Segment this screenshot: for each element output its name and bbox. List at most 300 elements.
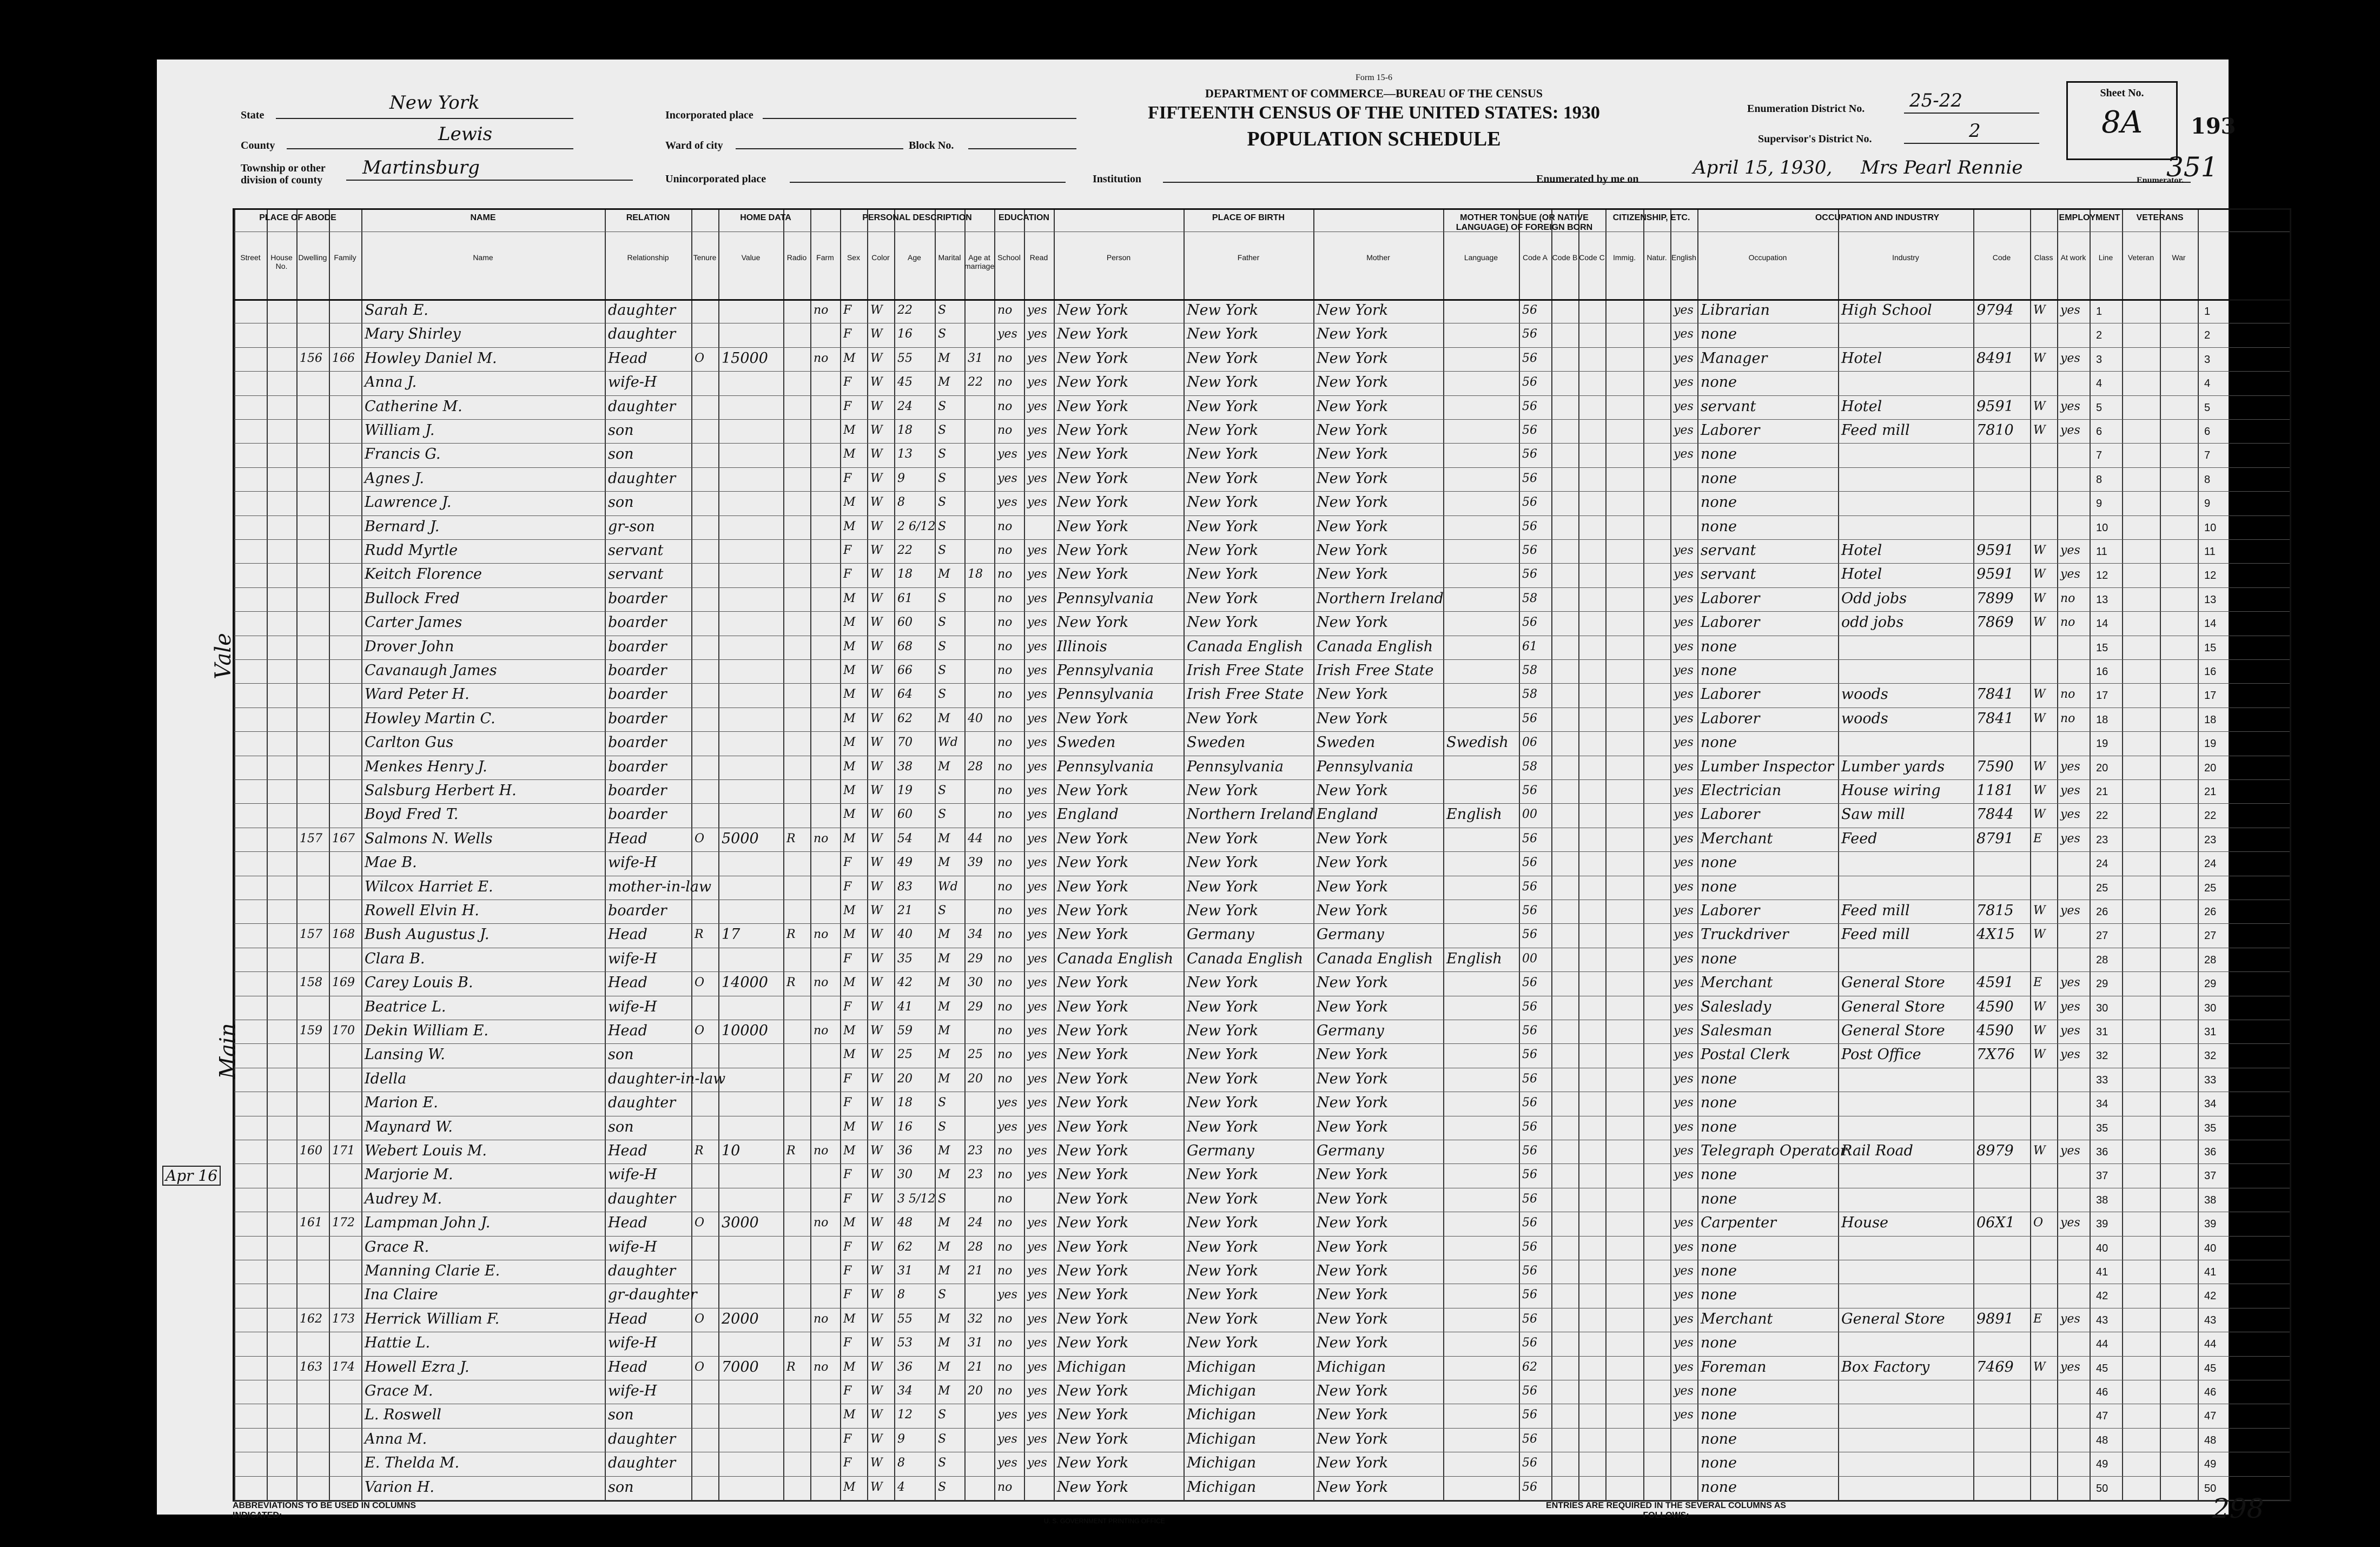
cell-age: 83 — [897, 880, 913, 894]
cell-sex: M — [843, 519, 856, 533]
cell-ind: Feed — [1841, 830, 1877, 847]
cell-occ_code: 9794 — [1976, 302, 2014, 319]
cell-eng: yes — [1674, 856, 1694, 870]
cell-mar: S — [938, 1408, 947, 1422]
unincorporated-label: Unincorporated place — [665, 173, 766, 185]
enumerated-label: Enumerated by me on — [1536, 173, 1639, 185]
cell-bp: New York — [1057, 710, 1129, 727]
line-number: 7 — [2204, 449, 2211, 462]
form-number: Form 15-6 — [1356, 73, 1392, 82]
line-number: 22 — [2204, 810, 2217, 822]
cell-col: W — [870, 831, 883, 845]
cell-read: yes — [1027, 976, 1047, 990]
cell-code: 56 — [1522, 1432, 1537, 1446]
cell-col: W — [870, 687, 883, 702]
cell-col: W — [870, 1264, 883, 1278]
cell-code: 56 — [1522, 1408, 1537, 1422]
cell-dw: 161 — [300, 1216, 322, 1230]
sheet-label: Sheet No. — [2100, 87, 2144, 99]
cell-mar: M — [938, 711, 950, 725]
cell-sch: no — [997, 759, 1013, 774]
cell-occ_code: 8979 — [1976, 1142, 2014, 1159]
cell-col: W — [870, 1000, 883, 1014]
cell-sch: yes — [997, 327, 1017, 341]
cell-rel: boarder — [608, 710, 667, 727]
cell-occ: Laborer — [1701, 590, 1760, 607]
line-number: 41 — [2204, 1266, 2217, 1278]
cell-bpm: New York — [1317, 1238, 1389, 1255]
cell-sex: F — [843, 856, 852, 870]
cell-code: 56 — [1522, 1048, 1537, 1062]
cell-occ: none — [1701, 446, 1737, 463]
cell-ind: General Store — [1841, 1310, 1945, 1327]
cell-occ: none — [1701, 1166, 1737, 1184]
cell-mar: S — [938, 519, 947, 533]
line-number: 8 — [2204, 473, 2211, 486]
cell-sex: M — [843, 1144, 856, 1158]
cell-read: yes — [1027, 880, 1047, 894]
cell-name: Dekin William E. — [365, 1022, 488, 1039]
cell-occ: none — [1701, 518, 1737, 535]
cell-bp: Pennsylvania — [1057, 662, 1154, 679]
cell-bpf: New York — [1187, 1238, 1259, 1255]
cell-bpm: New York — [1317, 1046, 1389, 1063]
cell-name: L. Roswell — [365, 1406, 441, 1424]
cell-read: yes — [1027, 1216, 1047, 1230]
cell-eng: yes — [1674, 639, 1694, 653]
cell-name: Grace R. — [365, 1238, 429, 1255]
cell-bpf: Irish Free State — [1187, 662, 1304, 679]
cell-eng: yes — [1674, 904, 1694, 917]
cell-work: yes — [2060, 808, 2080, 822]
group-heading: MOTHER TONGUE (OR NATIVE LANGUAGE) OF FOREIGN BORN — [1456, 213, 1593, 232]
cell-code: 56 — [1522, 1288, 1537, 1302]
cell-age: 25 — [897, 1048, 913, 1062]
cell-occ_code: 4590 — [1976, 1022, 2014, 1039]
cell-mage: 30 — [968, 976, 983, 990]
line-number: 15 — [2096, 642, 2108, 654]
cell-read: yes — [1027, 399, 1047, 413]
cell-bpf: New York — [1187, 446, 1259, 463]
cell-ind: Hotel — [1841, 398, 1882, 415]
line-number: 2 — [2204, 329, 2211, 342]
cell-rel: daughter — [608, 1262, 676, 1279]
cell-name: Lansing W. — [365, 1046, 445, 1063]
cell-cls: W — [2033, 424, 2046, 437]
cell-rel: wife-H — [608, 1383, 657, 1399]
cell-rel: boarder — [608, 686, 667, 703]
cell-cls: W — [2033, 567, 2046, 581]
cell-col: W — [870, 951, 883, 966]
cell-bpf: New York — [1187, 349, 1259, 367]
cell-eng: yes — [1674, 736, 1694, 750]
cell-eng: yes — [1674, 687, 1694, 702]
entries-heading: ENTRIES ARE REQUIRED IN THE SEVERAL COLUMNS AS FOLLOWS: — [1546, 1501, 1786, 1520]
cell-lang: Swedish — [1446, 734, 1509, 751]
cell-bp: Canada English — [1057, 950, 1174, 967]
cell-age: 8 — [897, 1288, 905, 1302]
cell-sex: F — [843, 1288, 852, 1302]
cell-sex: F — [843, 1096, 852, 1110]
corner-stamp: 193 — [2191, 114, 2236, 139]
cell-code: 56 — [1522, 1216, 1537, 1230]
cell-sch: no — [997, 424, 1013, 437]
cell-bpm: New York — [1317, 1406, 1389, 1424]
cell-rel: son — [608, 1406, 634, 1424]
cell-rel: son — [608, 1118, 634, 1135]
cell-eng: yes — [1674, 327, 1694, 341]
cell-bpm: Canada English — [1317, 950, 1433, 967]
cell-mar: S — [938, 591, 947, 605]
cell-rad: R — [786, 928, 796, 942]
cell-read: yes — [1027, 1072, 1047, 1086]
cell-eng: yes — [1674, 591, 1694, 605]
cell-bpm: Pennsylvania — [1317, 758, 1413, 775]
cell-name: Carey Louis B. — [365, 974, 473, 991]
cell-bpf: New York — [1187, 542, 1259, 559]
cell-val: 17 — [722, 926, 741, 943]
cell-fam: 170 — [332, 1024, 355, 1037]
cell-age: 19 — [897, 784, 913, 797]
column-heading: Tenure — [693, 253, 717, 262]
line-number: 37 — [2204, 1170, 2217, 1182]
cell-occ_code: 4X15 — [1976, 926, 2015, 943]
cell-bpm: New York — [1317, 1334, 1389, 1352]
cell-eng: yes — [1674, 1288, 1694, 1302]
cell-mar: M — [938, 351, 950, 365]
cell-occ: none — [1701, 1455, 1737, 1472]
cell-bpm: New York — [1317, 494, 1389, 511]
cell-sex: M — [843, 424, 856, 437]
cell-occ: Saleslady — [1701, 998, 1771, 1015]
column-heading: Mother — [1366, 253, 1390, 262]
cell-mar: M — [938, 831, 950, 845]
cell-ind: woods — [1841, 686, 1888, 703]
cell-mar: M — [938, 1216, 950, 1230]
column-heading: Veteran — [2127, 253, 2154, 262]
cell-bpm: New York — [1317, 1310, 1389, 1327]
cell-rel: daughter — [608, 1190, 676, 1207]
cell-ind: Odd jobs — [1841, 590, 1907, 607]
cell-ind: General Store — [1841, 998, 1945, 1015]
cell-read: yes — [1027, 1456, 1047, 1470]
margin-note-apr16: Apr 16 — [162, 1166, 221, 1186]
cell-bpf: New York — [1187, 1166, 1259, 1184]
cell-occ: none — [1701, 1238, 1737, 1255]
cell-farm: no — [814, 1144, 829, 1158]
line-number: 11 — [2204, 546, 2216, 558]
line-number: 42 — [2204, 1290, 2217, 1303]
cell-val: 5000 — [722, 830, 759, 847]
cell-dw: 162 — [300, 1312, 322, 1326]
cell-bpm: New York — [1317, 998, 1389, 1015]
line-number: 23 — [2096, 834, 2108, 846]
ed-value: 25-22 — [1909, 90, 1963, 111]
cell-code: 56 — [1522, 616, 1537, 630]
cell-fam: 169 — [332, 976, 355, 990]
cell-occ_code: 7869 — [1976, 614, 2014, 631]
cell-fam: 174 — [332, 1360, 355, 1374]
cell-rel: wife-H — [608, 854, 657, 871]
incorporated-label: Incorporated place — [665, 109, 753, 121]
cell-sch: no — [997, 664, 1013, 677]
line-number: 47 — [2096, 1410, 2108, 1423]
cell-mar: M — [938, 951, 950, 966]
cell-bpm: New York — [1317, 1118, 1389, 1135]
cell-sex: M — [843, 1024, 856, 1037]
cell-occ: Laborer — [1701, 686, 1760, 703]
cell-code: 58 — [1522, 591, 1537, 605]
cell-col: W — [870, 639, 883, 653]
cell-occ: none — [1701, 374, 1737, 391]
cell-ind: Lumber yards — [1841, 758, 1945, 775]
line-number: 21 — [2204, 786, 2217, 798]
cell-bp: New York — [1057, 974, 1129, 991]
cell-mar: M — [938, 1312, 950, 1326]
cell-bpm: Northern Ireland — [1317, 590, 1444, 607]
line-number: 49 — [2204, 1458, 2217, 1471]
footer — [233, 1493, 2288, 1525]
cell-name: Boyd Fred T. — [365, 806, 459, 823]
cell-bpf: New York — [1187, 302, 1259, 319]
cell-col: W — [870, 711, 883, 725]
cell-occ: none — [1701, 470, 1737, 487]
column-heading: Father — [1237, 253, 1260, 262]
line-number: 29 — [2204, 978, 2217, 990]
cell-mar: S — [938, 784, 947, 797]
line-number: 46 — [2204, 1386, 2217, 1398]
cell-own: O — [695, 1024, 705, 1037]
cell-farm: no — [814, 1360, 829, 1374]
cell-sch: no — [997, 1048, 1013, 1062]
cell-read: yes — [1027, 736, 1047, 750]
cell-rel: boarder — [608, 614, 667, 631]
line-number: 13 — [2204, 593, 2217, 606]
cell-name: Rudd Myrtle — [365, 542, 458, 559]
cell-col: W — [870, 447, 883, 461]
cell-bpm: New York — [1317, 1166, 1389, 1184]
cell-read: yes — [1027, 1360, 1047, 1374]
cell-work: yes — [2060, 303, 2080, 317]
line-number: 45 — [2096, 1362, 2108, 1374]
cell-bpf: New York — [1187, 326, 1259, 343]
cell-code: 56 — [1522, 784, 1537, 797]
cell-occ: Librarian — [1701, 302, 1770, 319]
cell-age: 3 5/12 — [897, 1192, 936, 1206]
cell-col: W — [870, 1240, 883, 1254]
column-heading: War — [2172, 253, 2186, 262]
cell-occ: Merchant — [1701, 974, 1773, 991]
cell-eng: yes — [1674, 759, 1694, 774]
cell-col: W — [870, 976, 883, 990]
cell-sch: no — [997, 687, 1013, 702]
cell-occ: Truckdriver — [1701, 926, 1789, 943]
line-number: 14 — [2204, 618, 2217, 630]
column-heading: Sex — [847, 253, 861, 262]
group-heading: HOME DATA — [740, 213, 791, 222]
cell-own: O — [695, 976, 705, 990]
cell-mage: 21 — [968, 1360, 983, 1374]
cell-mage: 23 — [968, 1168, 983, 1182]
cell-col: W — [870, 1360, 883, 1374]
cell-mar: S — [938, 616, 947, 630]
cell-name: Salmons N. Wells — [365, 830, 493, 847]
cell-read: yes — [1027, 1024, 1047, 1037]
cell-sex: F — [843, 1000, 852, 1014]
cell-rel: daughter — [608, 302, 676, 319]
cell-rel: daughter — [608, 470, 676, 487]
line-number: 27 — [2204, 930, 2217, 942]
cell-eng: yes — [1674, 1240, 1694, 1254]
cell-bpm: New York — [1317, 1214, 1389, 1232]
cell-bpf: New York — [1187, 782, 1259, 799]
cell-eng: yes — [1674, 1000, 1694, 1014]
cell-age: 60 — [897, 808, 913, 822]
cell-sch: no — [997, 399, 1013, 413]
cell-ind: Feed mill — [1841, 902, 1910, 919]
cell-own: R — [695, 1144, 704, 1158]
cell-occ: none — [1701, 1070, 1737, 1087]
cell-name: Marion E. — [365, 1094, 438, 1112]
line-number: 50 — [2096, 1482, 2108, 1495]
cell-rel: wife-H — [608, 998, 657, 1015]
cell-eng: yes — [1674, 1024, 1694, 1037]
line-number: 44 — [2204, 1338, 2217, 1351]
cell-col: W — [870, 1312, 883, 1326]
cell-occ_code: 7815 — [1976, 902, 2014, 919]
cell-ind: High School — [1841, 302, 1932, 319]
cell-sex: F — [843, 1384, 852, 1398]
cell-name: Marjorie M. — [365, 1166, 453, 1184]
cell-col: W — [870, 1384, 883, 1398]
cell-sch: no — [997, 1384, 1013, 1398]
cell-age: 9 — [897, 471, 905, 485]
cell-sch: no — [997, 1360, 1013, 1374]
cell-sex: F — [843, 1192, 852, 1206]
line-number: 12 — [2096, 570, 2108, 582]
cell-occ: Merchant — [1701, 1310, 1773, 1327]
sd-label: Supervisor's District No. — [1758, 133, 1872, 145]
cell-work: no — [2060, 591, 2075, 605]
cell-rel: boarder — [608, 734, 667, 751]
cell-rad: R — [786, 1360, 796, 1374]
county-label: County — [241, 140, 275, 151]
cell-bpm: New York — [1317, 686, 1389, 703]
cell-cls: W — [2033, 351, 2046, 365]
cell-mar: S — [938, 327, 947, 341]
line-number: 30 — [2204, 1002, 2217, 1014]
cell-bp: New York — [1057, 1262, 1129, 1279]
cell-age: 18 — [897, 567, 913, 581]
sd-value: 2 — [1969, 120, 1981, 142]
cell-bpm: Sweden — [1317, 734, 1376, 751]
cell-read: yes — [1027, 1096, 1047, 1110]
cell-occ: none — [1701, 1430, 1737, 1447]
cell-age: 64 — [897, 687, 913, 702]
cell-age: 62 — [897, 711, 913, 725]
cell-eng: yes — [1674, 1144, 1694, 1158]
cell-sex: M — [843, 616, 856, 630]
cell-occ_code: 7810 — [1976, 422, 2014, 439]
cell-mage: 40 — [968, 711, 983, 725]
cell-col: W — [870, 904, 883, 917]
cell-age: 13 — [897, 447, 913, 461]
cell-mage: 20 — [968, 1072, 983, 1086]
sheet-box — [2066, 81, 2178, 160]
group-heading: PLACE OF ABODE — [259, 213, 336, 222]
cell-sex: M — [843, 495, 856, 510]
cell-bp: New York — [1057, 374, 1129, 391]
cell-code: 56 — [1522, 880, 1537, 894]
column-heading: Marital — [938, 253, 961, 262]
cell-bp: New York — [1057, 1310, 1129, 1327]
cell-sch: no — [997, 1216, 1013, 1230]
cell-bp: New York — [1057, 422, 1129, 439]
line-number: 16 — [2204, 666, 2217, 678]
cell-cls: O — [2033, 1216, 2044, 1230]
cell-age: 8 — [897, 1456, 905, 1470]
cell-sch: yes — [997, 447, 1017, 461]
cell-bp: New York — [1057, 446, 1129, 463]
cell-col: W — [870, 664, 883, 677]
cell-work: no — [2060, 687, 2075, 702]
line-number: 20 — [2096, 762, 2108, 774]
cell-bpf: New York — [1187, 1310, 1259, 1327]
cell-sex: F — [843, 1240, 852, 1254]
line-number: 29 — [2096, 978, 2108, 990]
cell-code: 56 — [1522, 1312, 1537, 1326]
cell-bpf: New York — [1187, 878, 1259, 895]
cell-age: 30 — [897, 1168, 913, 1182]
cell-col: W — [870, 880, 883, 894]
cell-sex: F — [843, 1072, 852, 1086]
cell-bp: Pennsylvania — [1057, 758, 1154, 775]
cell-occ: none — [1701, 1383, 1737, 1399]
cell-bp: Sweden — [1057, 734, 1116, 751]
cell-sch: yes — [997, 1432, 1017, 1446]
cell-occ_code: 7469 — [1976, 1358, 2014, 1376]
line-number: 22 — [2096, 810, 2108, 822]
cell-rel: Head — [608, 349, 647, 367]
cell-rel: daughter — [608, 1430, 676, 1447]
line-number: 20 — [2204, 762, 2217, 774]
column-heading: Name — [473, 253, 493, 262]
cell-occ: Carpenter — [1701, 1214, 1777, 1232]
cell-val: 10 — [722, 1142, 741, 1159]
cell-mar: M — [938, 1168, 950, 1182]
cell-code: 56 — [1522, 351, 1537, 365]
cell-col: W — [870, 784, 883, 797]
cell-sex: M — [843, 351, 856, 365]
cell-code: 56 — [1522, 471, 1537, 485]
cell-eng: yes — [1674, 1048, 1694, 1062]
cell-ind: House — [1841, 1214, 1889, 1232]
cell-code: 61 — [1522, 639, 1537, 653]
page-stamp: 351 — [2166, 151, 2218, 183]
column-heading: Language — [1464, 253, 1498, 262]
cell-code: 00 — [1522, 808, 1537, 822]
cell-occ: none — [1701, 1478, 1737, 1496]
cell-name: Cavanaugh James — [365, 662, 497, 679]
cell-read: yes — [1027, 928, 1047, 942]
column-heading: Code A — [1523, 253, 1548, 262]
cell-rel: daughter-in-law — [608, 1070, 726, 1087]
cell-mage: 28 — [968, 1240, 983, 1254]
cell-rel: wife-H — [608, 950, 657, 967]
cell-mage: 39 — [968, 856, 983, 870]
cell-read: yes — [1027, 951, 1047, 966]
cell-read: yes — [1027, 351, 1047, 365]
